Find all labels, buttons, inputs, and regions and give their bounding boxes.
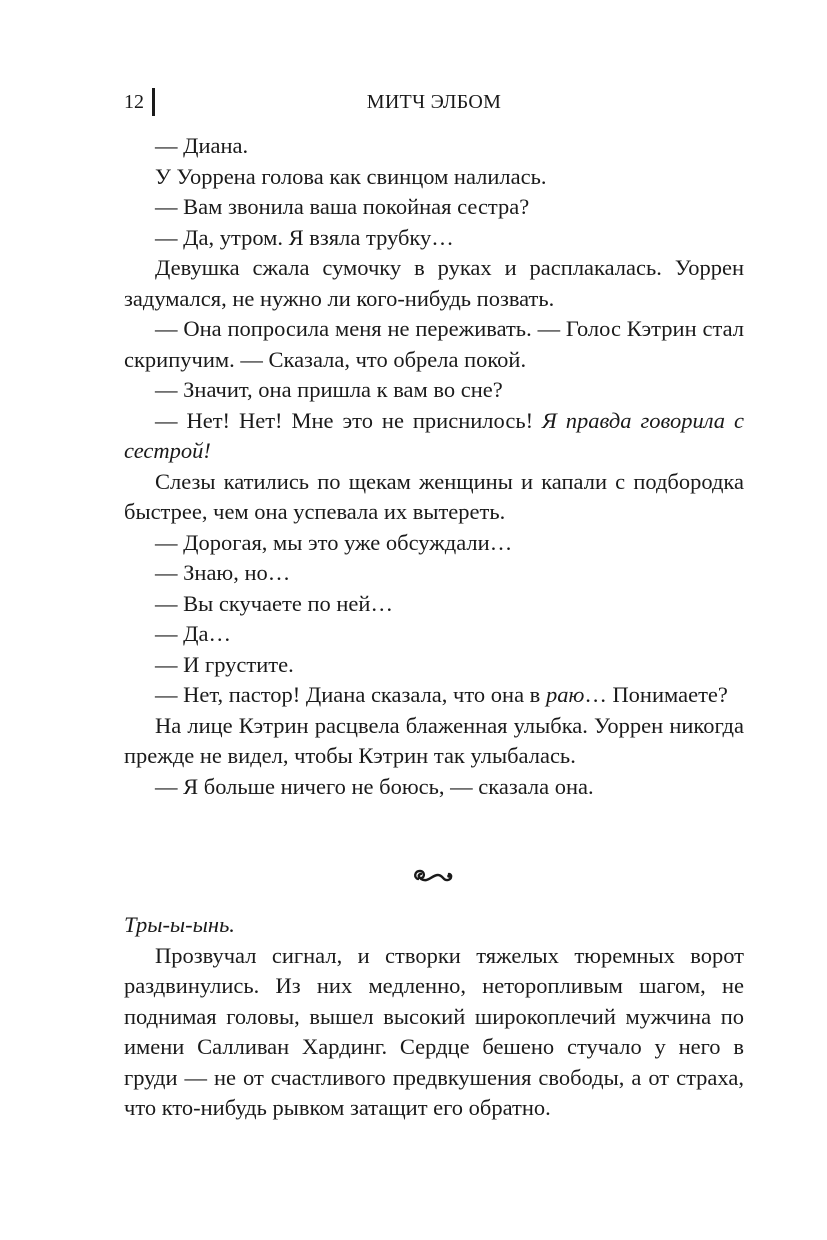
italic-emphasis: раю	[545, 682, 585, 707]
italic-emphasis: Тры-ы-ынь.	[124, 912, 235, 937]
paragraph: — Вам звонила ваша покойная сестра?	[155, 194, 530, 219]
running-title: МИТЧ ЭЛБОМ	[366, 91, 502, 113]
paragraph: На лице Кэтрин расцвела блаженная улыбка. Уоррен никогда прежде не видел, чтобы Кэтрин так улыбалась.	[124, 712, 744, 768]
paragraph-text: — Нет, пастор! Диана сказала, что она в	[155, 682, 546, 707]
paragraph: — Я больше ничего не боюсь, — сказала она.	[155, 773, 594, 799]
paragraph: — Да, утром. Я взяла трубку…	[155, 224, 454, 250]
paragraph: — Вы скучаете по ней…	[155, 590, 393, 616]
paragraph-text: — Нет! Нет! Мне это не приснилось!	[155, 407, 543, 433]
italic-emphasis: Я правда говорила с сестрой!	[124, 407, 745, 463]
paragraph: — Диана.	[155, 133, 249, 158]
paragraph: У Уоррена голова как свинцом налилась.	[155, 163, 547, 189]
fleuron-icon	[412, 866, 456, 888]
section-2-text	[124, 910, 744, 1124]
page-number: 12	[124, 91, 144, 113]
paragraph: — Знаю, но…	[155, 560, 291, 585]
page-header	[124, 88, 744, 116]
paragraph	[124, 680, 744, 711]
paragraph-text: … Понимаете?	[584, 682, 728, 707]
paragraph: Слезы катились по щекам женщины и капали с подбородка быстрее, чем она успевала их вытереть.	[124, 468, 744, 524]
paragraph: — Она попросила меня не переживать. — Голос Кэтрин стал скрипучим. — Сказала, что обрела покой.	[124, 316, 744, 372]
section-opening	[124, 910, 744, 941]
paragraph: — И грустите.	[155, 651, 294, 677]
paragraph: Прозвучал сигнал, и створки тяжелых тюремных ворот раздвинулись. Из них медленно, неторопливым шагом, не поднимая головы, вышел высокий широкоплечий мужчина по имени Салливан Хардинг. Сердце бешено стучало у него в груди — не от счастливого предвкушения свободы, а от страха, что кто-нибудь рывком затащит его обратно.	[124, 942, 744, 1120]
paragraph: — Значит, она пришла к вам во сне?	[155, 377, 503, 402]
paragraph: Девушка сжала сумочку в руках и расплакалась. Уоррен задумался, не нужно ли кого-нибудь позвать.	[124, 255, 744, 311]
paragraph	[124, 406, 744, 467]
paragraph: — Да…	[155, 621, 231, 646]
paragraph: — Дорогая, мы это уже обсуждали…	[155, 529, 513, 555]
section-1-text	[124, 131, 744, 802]
